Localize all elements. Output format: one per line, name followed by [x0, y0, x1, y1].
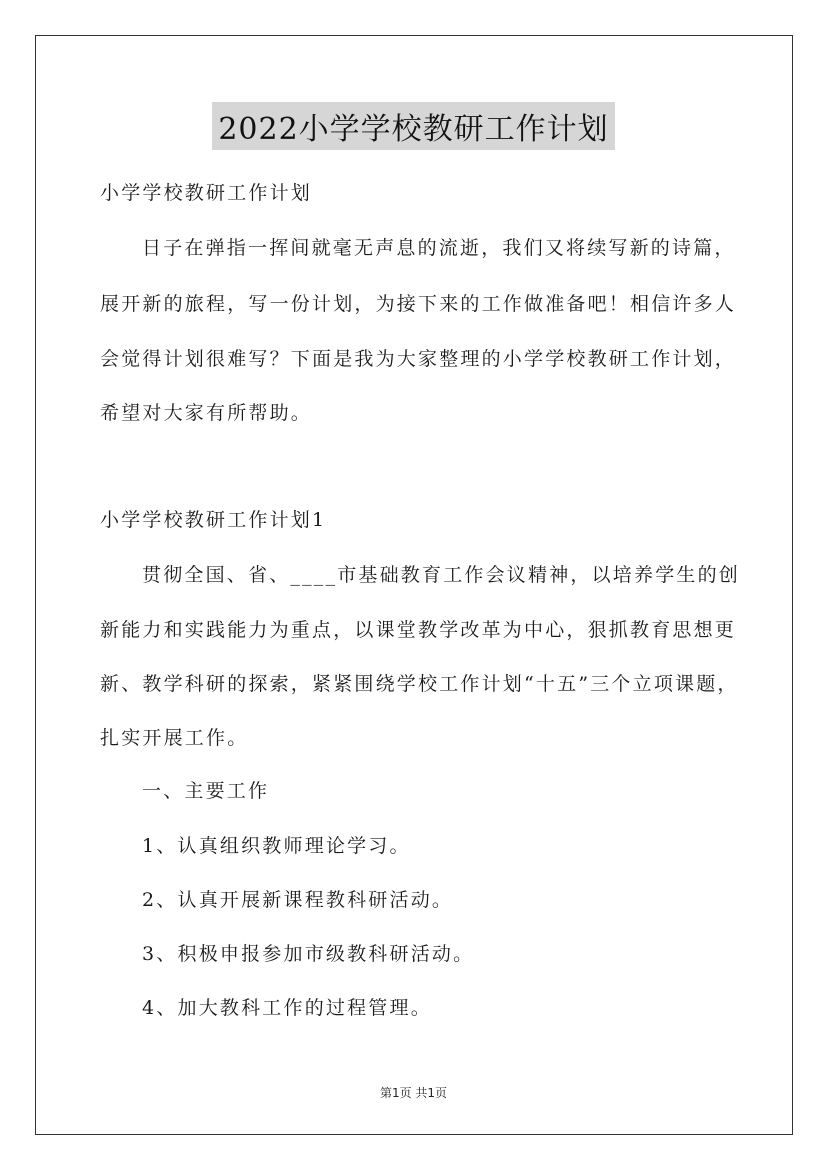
paragraph-line: 会觉得计划很难写？下面是我为大家整理的小学学校教研工作计划， — [100, 348, 737, 370]
paragraph-line: 扎实开展工作。 — [100, 727, 249, 749]
paragraph-line: 贯彻全国、省、____市基础教育工作会议精神，以培养学生的创 — [142, 564, 741, 586]
list-item: 3、积极申报参加市级教科研活动。 — [142, 943, 475, 965]
paragraph-line: 希望对大家有所帮助。 — [100, 402, 313, 424]
document-title-wrap — [0, 102, 827, 150]
paragraph-line: 展开新的旅程，写一份计划，为接下来的工作做准备吧！相信许多人 — [100, 293, 737, 315]
subsection-heading: 一、主要工作 — [142, 780, 270, 802]
page-footer: 第1页 共1页 — [379, 1086, 448, 1100]
document-title: 2022小学学校教研工作计划 — [212, 102, 614, 150]
paragraph-line: 新能力和实践能力为重点，以课堂教学改革为中心，狠抓教育思想更 — [100, 619, 737, 641]
paragraph-line: 新、教学科研的探索，紧紧围绕学校工作计划“十五”三个立项课题， — [100, 673, 739, 695]
paragraph-line: 日子在弹指一挥间就毫无声息的流逝，我们又将续写新的诗篇， — [142, 237, 736, 259]
list-item: 4、加大教科工作的过程管理。 — [142, 997, 432, 1019]
list-item: 1、认真组织教师理论学习。 — [142, 835, 411, 857]
section-heading: 小学学校教研工作计划1 — [100, 509, 327, 531]
section-heading: 小学学校教研工作计划 — [100, 182, 313, 204]
list-item: 2、认真开展新课程教科研活动。 — [142, 889, 454, 911]
